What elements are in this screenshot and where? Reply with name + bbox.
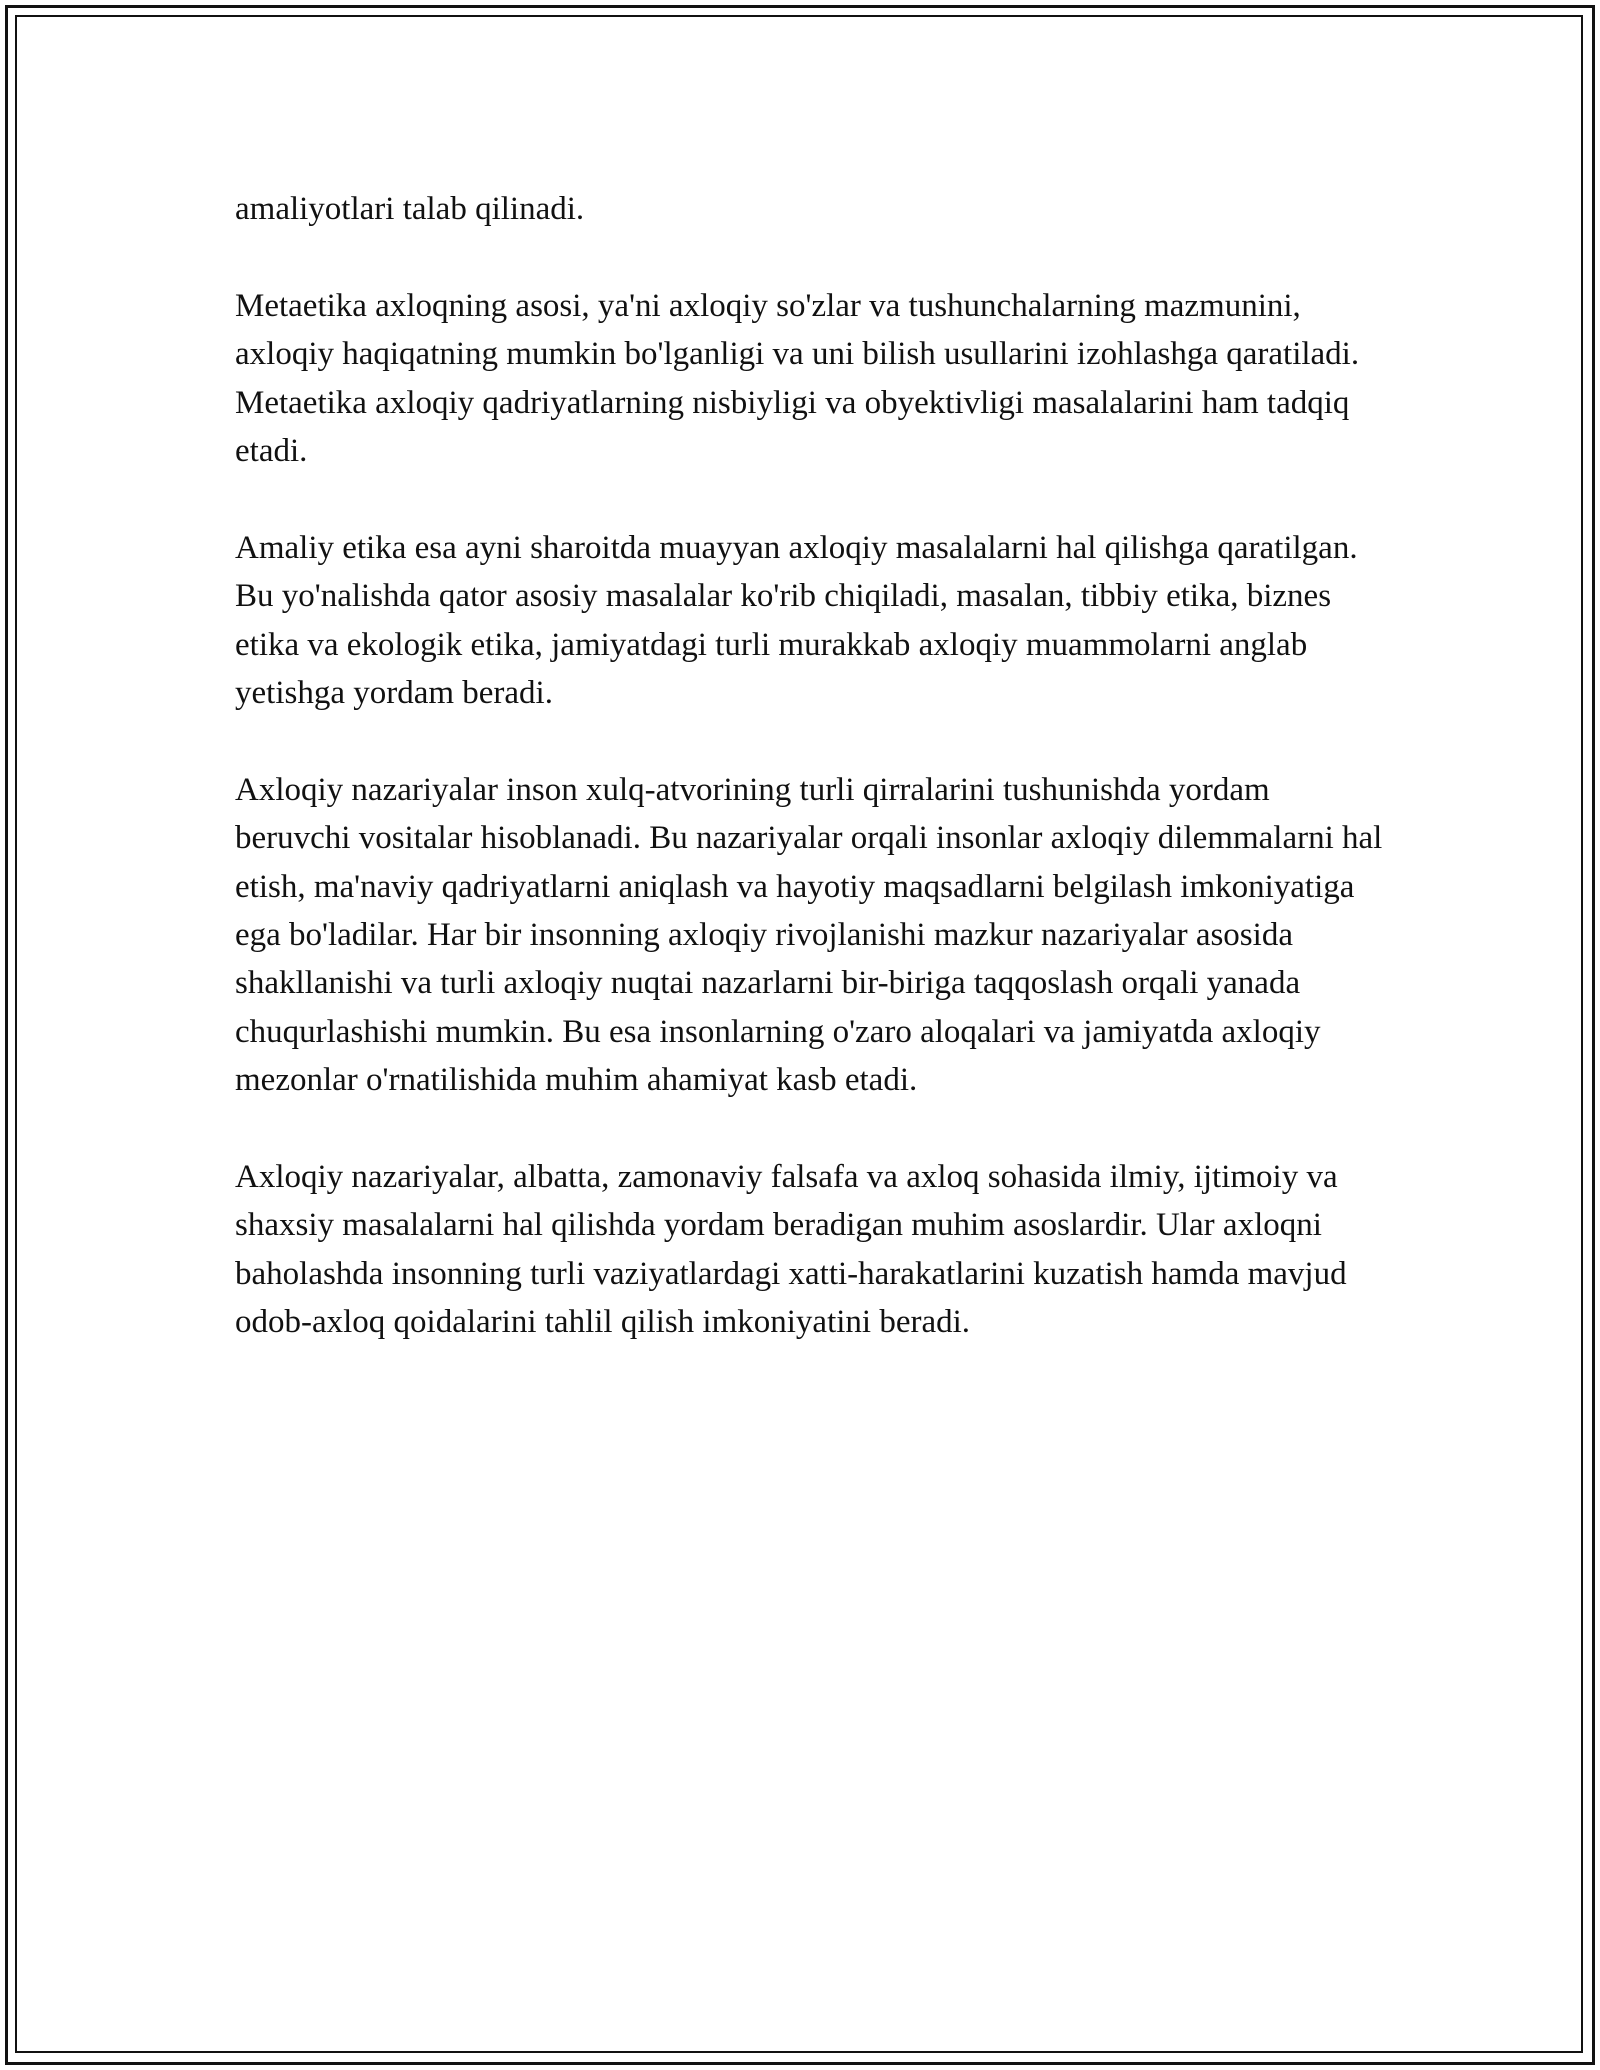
- paragraph-5: Axloqiy nazariyalar, albatta, zamonaviy falsafa va axloq sohasida ilmiy, ijtimoiy va shaxsiy masalalarni hal qilishda yordam beradigan muhim asoslardir. Ular axloqni baholashda insonning turli vaziyatlardagi xatti-harakatlarini kuzatish hamda mavjud odob-axloq qoidalarini tahlil qilish imkoniyatini beradi.: [235, 1159, 1347, 1341]
- paragraph-4: Axloqiy nazariyalar inson xulq-atvorining turli qirralarini tushunishda yordam beruvchi vositalar hisoblanadi. Bu nazariyalar orqali insonlar axloqiy dilemmalarni hal etish, ma'naviy qadriyatlarni aniqlash va hayotiy maqsadlarni belgilash imkoniyatiga ega bo'ladilar. Har bir insonning axloqiy rivojlanishi mazkur nazariyalar asosida shakllanishi va turli axloqiy nuqtai nazarlarni bir-biriga taqqoslash orqali yanada chuqurlashishi mumkin. Bu esa insonlarning o'zaro aloqalari va jamiyatda axloqiy mezonlar o'rnatilishida muhim ahamiyat kasb etadi.: [235, 771, 1383, 1099]
- document-body: [235, 185, 1385, 1395]
- paragraph-3: Amaliy etika esa ayni sharoitda muayyan axloqiy masalalarni hal qilishga qaratilgan. Bu yo'nalishda qator asosiy masalalar ko'rib chiqiladi, masalan, tibbiy etika, biznes etika va ekologik etika, jamiyatdagi turli murakkab axloqiy muammolarni anglab yetishga yordam beradi.: [235, 529, 1358, 712]
- paragraph-1: amaliyotlari talab qilinadi.: [235, 191, 585, 227]
- paragraph-2: Metaetika axloqning asosi, ya'ni axloqiy so'zlar va tushunchalarning mazmunini, axloqiy haqiqatning mumkin bo'lganligi va uni bilish usullarini izohlashga qaratiladi. Metaetika axloqiy qadriyatlarning nisbiyligi va obyektivligi masalalarini ham tadqiq etadi.: [235, 287, 1360, 470]
